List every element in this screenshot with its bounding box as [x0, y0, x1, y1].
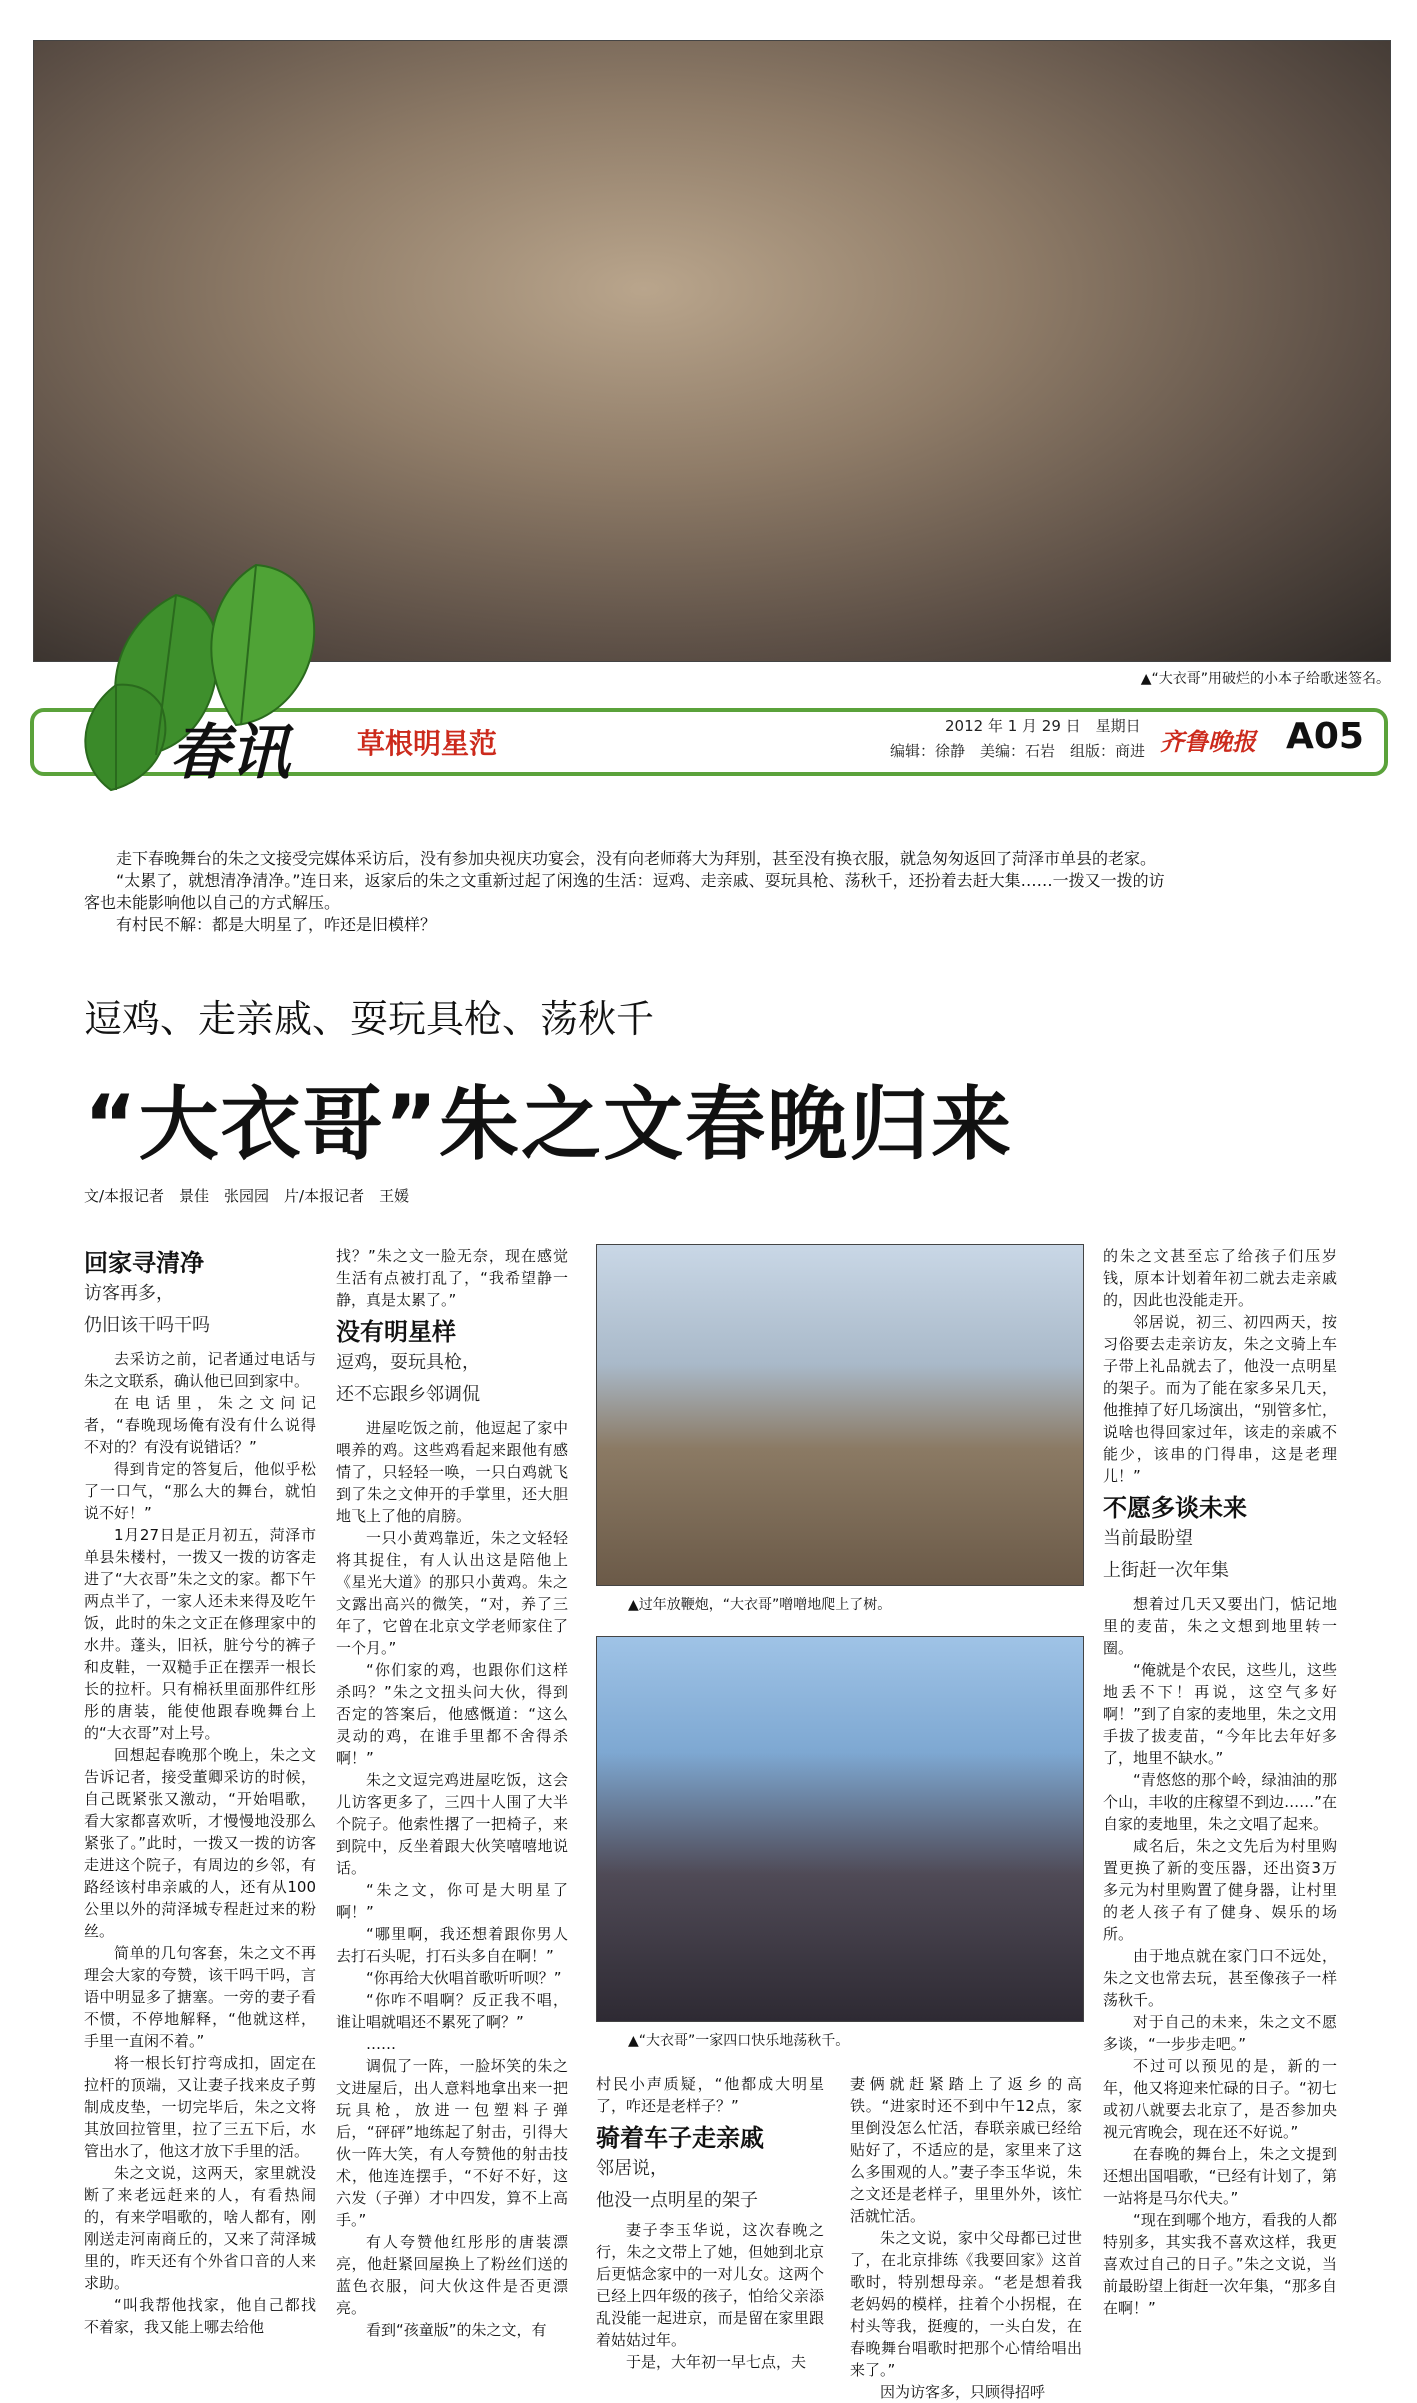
photo-tree-climb-caption: ▲过年放鞭炮，“大衣哥”噌噌地爬上了树。 [628, 1597, 892, 1613]
photo-swing-caption: ▲“大衣哥”一家四口快乐地荡秋千。 [628, 2033, 850, 2049]
paragraph: “青悠悠的那个岭，绿油油的那个山，丰收的庄稼望不到边……”在自家的麦地里，朱之文唱了起来。 [1103, 1771, 1337, 1833]
subheading-deck: 逗鸡，耍玩具枪， [336, 1352, 480, 1373]
date-line: 2012 年 1 月 29 日 星期日 [945, 717, 1141, 735]
subheading-deck: 访客再多， [84, 1283, 174, 1304]
subheading-deck: 他没一点明星的架子 [596, 2190, 758, 2211]
paragraph: 在电话里，朱之文问记者，“春晚现场俺有没有什么说得不对的？有没有说错话？” [84, 1394, 316, 1456]
photo-swing [596, 1636, 1084, 2022]
paragraph: “现在到哪个地方，看我的人都特别多，其实我不喜欢这样，我更喜欢过自己的日子。”朱之文说，当前最盼望上街赶一次年集，“那多自在啊！” [1103, 2211, 1337, 2317]
paragraph: 看到“孩童版”的朱之文，有 [366, 2321, 547, 2339]
top-photo-caption: ▲“大衣哥”用破烂的小本子给歌迷签名。 [1140, 671, 1390, 687]
intro-paragraph: 走下春晚舞台的朱之文接受完媒体采访后，没有参加央视庆功宴会，没有向老师蒋大为拜别，甚至没有换衣服，就急匆匆返回了菏泽市单县的老家。 [116, 849, 1157, 868]
paragraph: 有人夸赞他红彤彤的唐装漂亮，他赶紧回屋换上了粉丝们送的蓝色衣服，问大伙这件是否更漂亮。 [336, 2233, 568, 2317]
paragraph: 1月27日是正月初五，菏泽市单县朱楼村，一拨又一拨的访客走进了“大衣哥”朱之文的家。都下午两点半了，一家人还未来得及吃午饭，此时的朱之文正在修理家中的水井。蓬头，旧袄，脏兮兮的裤子和皮鞋，一双糙手正在摆弄一根长长的拉杆。只有棉袄里面那件红彤彤的唐装，能使他跟春晚舞台上的“大衣哥”对上号。 [84, 1526, 316, 1742]
editors-line: 编辑：徐静 美编：石岩 组版：商进 [890, 742, 1146, 760]
article-column-2 [336, 1245, 568, 2341]
paragraph: “俺就是个农民，这些儿，这些地丢不下！再说，这空气多好啊！”到了自家的麦地里，朱之文用手拔了拔麦苗，“今年比去年好多了，地里不缺水。” [1103, 1661, 1337, 1767]
paragraph: 进屋吃饭之前，他逗起了家中喂养的鸡。这些鸡看起来跟他有感情了，只轻轻一唤，一只白鸡就飞到了朱之文伸开的手掌里，还大胆地飞上了他的肩膀。 [336, 1419, 568, 1525]
article-column-5 [1103, 1245, 1337, 2319]
intro-paragraph: “太累了，就想清净清净。”连日来，返家后的朱之文重新过起了闲逸的生活：逗鸡、走亲戚、耍玩具枪、荡秋千，还扮着去赶大集……一拨又一拨的访客也未能影响他以自己的方式解压。 [84, 871, 1165, 912]
subheading: 回家寻清净 [84, 1249, 204, 1277]
paragraph: “你咋不唱啊？反正我不唱，谁让唱就唱还不累死了啊？” [336, 1991, 568, 2031]
page-number: A05 [1286, 716, 1364, 757]
subheading-deck: 仍旧该干吗干吗 [84, 1315, 210, 1336]
paragraph: “叫我帮他找家，他自己都找不着家，我又能上哪去给他 [84, 2296, 316, 2336]
byline: 文/本报记者 景佳 张园园 片/本报记者 王媛 [84, 1187, 410, 1205]
headline: “大衣哥”朱之文春晚归来 [84, 1078, 1014, 1171]
paragraph: 得到肯定的答复后，他似乎松了一口气，“那么大的舞台，就怕说不好！” [84, 1460, 316, 1522]
subheading-deck: 上街赶一次年集 [1103, 1560, 1229, 1581]
paragraph: 因为访客多，只顾得招呼 [880, 2383, 1046, 2401]
paragraph: 去采访之前，记者通过电话与朱之文联系，确认他已回到家中。 [84, 1350, 316, 1390]
paragraph: 咸名后，朱之文先后为村里购置更换了新的变压器，还出资3万多元为村里购置了健身器，让村里的老人孩子有了健身、娱乐的场所。 [1103, 1837, 1337, 1943]
subheading: 不愿多谈未来 [1103, 1494, 1247, 1522]
paragraph: 妻子李玉华说，这次春晚之行，朱之文带上了她，但她到北京后更惦念家中的一对儿女。这两个已经上四年级的孩子，怕给父亲添乱没能一起进京，而是留在家里跟着姑姑过年。 [596, 2221, 824, 2349]
paragraph: 回想起春晚那个晚上，朱之文告诉记者，接受董卿采访的时候，自己既紧张又激动，“开始唱歌，看大家都喜欢听，才慢慢地没那么紧张了。”此时，一拨又一拨的访客走进这个院子，有周边的乡邻，有路经该村串亲戚的人，还有从100公里以外的菏泽城专程赶过来的粉丝。 [84, 1746, 316, 1940]
brand-logo: 齐鲁晚报 [1160, 727, 1256, 756]
paragraph: “哪里啊，我还想着跟你男人去打石头呢，打石头多自在啊！” [336, 1925, 568, 1965]
paragraph: 不过可以预见的是，新的一年，他又将迎来忙碌的日子。“初七或初八就要去北京了，是否参加央视元宵晚会，现在还不好说。” [1103, 2057, 1337, 2141]
intro-lede [84, 848, 1174, 936]
paragraph: 简单的几句客套，朱之文不再理会大家的夸赞，该干吗干吗，言语中明显多了搪塞。一旁的妻子看不惯，不停地解释，“他就这样，手里一直闲不着。” [84, 1944, 316, 2050]
section-title: 草根明星范 [357, 727, 498, 760]
paragraph: “你们家的鸡，也跟你们这样杀吗？”朱之文扭头问大伙，得到否定的答案后，他感慨道：“这么灵动的鸡，在谁手里都不舍得杀啊！” [336, 1661, 568, 1767]
subheading-deck: 邻居说， [596, 2158, 668, 2179]
paragraph: “朱之文，你可是大明星了啊！” [336, 1881, 568, 1921]
paragraph: 朱之文说，家中父母都已过世了，在北京排练《我要回家》这首歌时，特别想母亲。“老是想着我老妈妈的模样，拄着个小拐棍，在村头等我，挺瘦的，一头白发，在春晚舞台唱歌时把那个心情给唱出来了。” [850, 2229, 1082, 2379]
subheading-deck: 还不忘跟乡邻调侃 [336, 1384, 480, 1405]
article-column-1 [84, 1250, 316, 2338]
paragraph: 找？”朱之文一脸无奈，现在感觉生活有点被打乱了，“我希望静一静，真是太累了。” [336, 1247, 568, 1309]
paragraph: 想着过几天又要出门，惦记地里的麦苗，朱之文想到地里转一圈。 [1103, 1595, 1337, 1657]
paragraph: 将一根长钉拧弯成扣，固定在拉杆的顶端，又让妻子找来皮子剪制成皮垫，一切完毕后，朱之文将其放回拉管里，拉了三五下后，水管出水了，他这才放下手里的活。 [84, 2054, 316, 2160]
paragraph: …… [366, 2035, 396, 2053]
paragraph: 朱之文说，这两天，家里就没断了来老远赶来的人，有看热闹的，有来学唱歌的，啥人都有，刚刚送走河南商丘的，又来了菏泽城里的，昨天还有个外省口音的人来求助。 [84, 2164, 316, 2292]
photo-tree-climb [596, 1244, 1084, 1586]
paragraph: 一只小黄鸡靠近，朱之文轻轻将其捉住，有人认出这是陪他上《星光大道》的那只小黄鸡。朱之文露出高兴的微笑，“对，养了三年了，它曾在北京文学老师家住了一个月。” [336, 1529, 568, 1657]
intro-paragraph: 有村民不解：都是大明星了，咋还是旧模样？ [116, 915, 437, 934]
paragraph: 由于地点就在家门口不远处，朱之文也常去玩，甚至像孩子一样荡秋千。 [1103, 1947, 1337, 2009]
subheading: 没有明星样 [336, 1318, 456, 1346]
paragraph: 妻俩就赶紧踏上了返乡的高铁。“进家时还不到中午12点，家里倒没怎么忙活，春联亲戚已经给贴好了，不适应的是，家里来了这么多围观的人。”妻子李玉华说，朱之文还是老样子，里里外外，该忙活就忙活。 [850, 2075, 1082, 2225]
paragraph: “你再给大伙唱首歌听听呗？” [366, 1969, 562, 1987]
kicker: 逗鸡、走亲戚、耍玩具枪、荡秋千 [84, 997, 655, 1041]
subheading: 骑着车子走亲戚 [596, 2124, 764, 2152]
paragraph: 在春晚的舞台上，朱之文提到还想出国唱歌，“已经有计划了，第一站将是马尔代夫。” [1103, 2145, 1337, 2207]
article-column-3 [596, 2073, 824, 2373]
paragraph: 邻居说，初三、初四两天，按习俗要去走亲访友，朱之文骑上车子带上礼品就去了，他没一点明星的架子。而为了能在家多呆几天，他推掉了好几场演出，“别管多忙，说啥也得回家过年，该走的亲戚不能少，该串的门得串，这是老理儿！” [1103, 1313, 1337, 1485]
subheading-deck: 当前最盼望 [1103, 1528, 1193, 1549]
article-column-4 [850, 2073, 1082, 2403]
paragraph: 村民小声质疑，“他都成大明星了，咋还是老样子？” [596, 2075, 824, 2115]
paragraph: 调侃了一阵，一脸坏笑的朱之文进屋后，出人意料地拿出来一把玩具枪，放进一包塑料子弹后，“砰砰”地练起了射击，引得大伙一阵大笑，有人夸赞他的射击技术，他连连摆手，“不好不好，这六发（子弹）才中四发，算不上高手。” [336, 2057, 568, 2229]
paragraph: 对于自己的未来，朱之文不愿多谈，“一步步走吧。” [1103, 2013, 1337, 2053]
section-logo: 春讯 [170, 718, 290, 788]
paragraph: 的朱之文甚至忘了给孩子们压岁钱，原本计划着年初二就去走亲戚的，因此也没能走开。 [1103, 1247, 1337, 1309]
paragraph: 于是，大年初一早七点，夫 [626, 2353, 807, 2371]
paragraph: 朱之文逗完鸡进屋吃饭，这会儿访客更多了，三四十人围了大半个院子。他索性撂了一把椅子，来到院中，反坐着跟大伙笑嘻嘻地说话。 [336, 1771, 568, 1877]
